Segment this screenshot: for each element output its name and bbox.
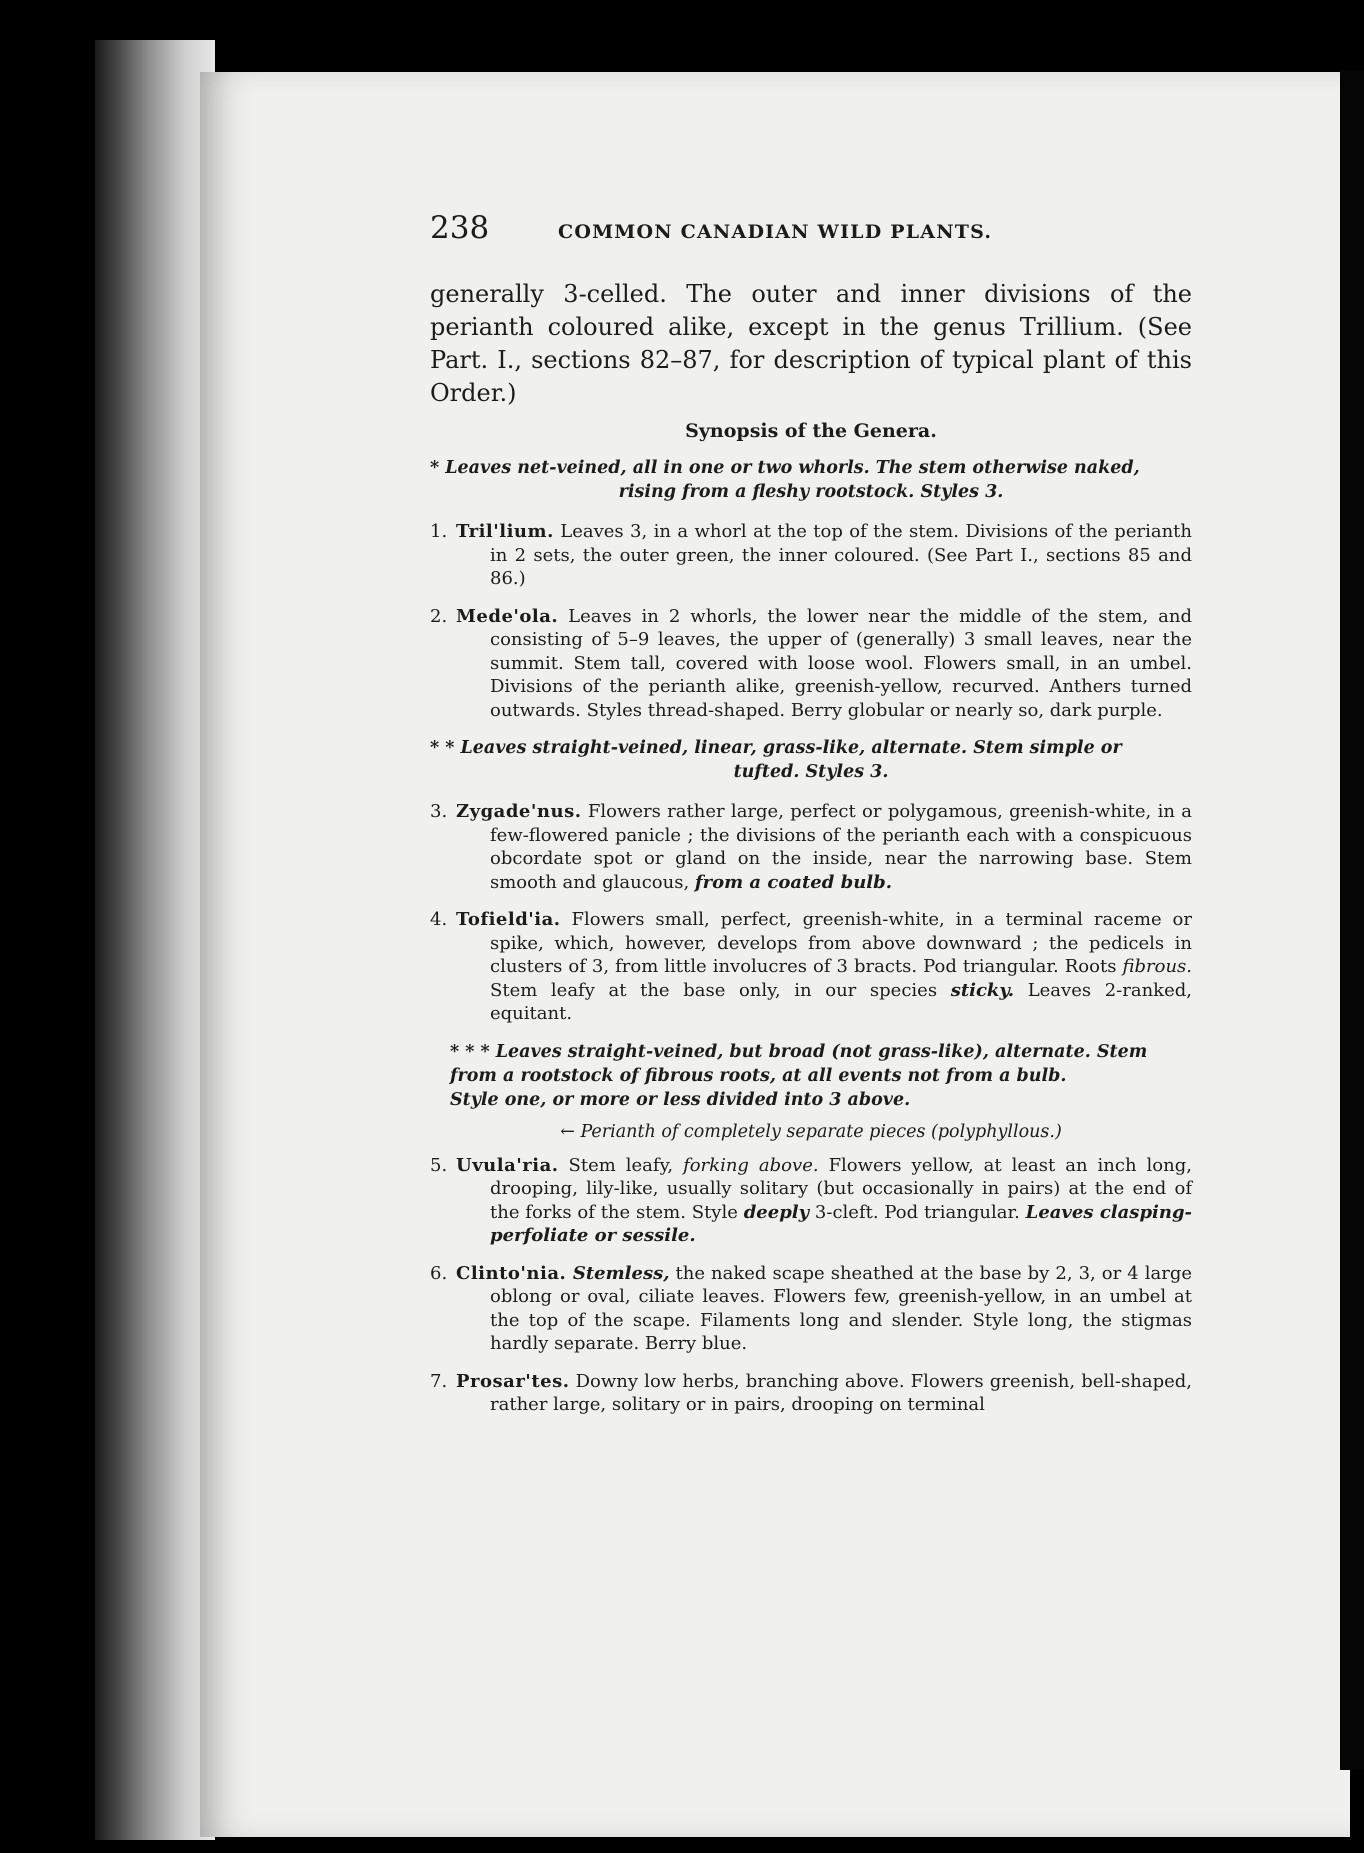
genus-description: the naked scape sheathed at the base by 2, 3, or 4 large oblong or oval, ciliate leaves. Flowers few, greenish-yellow, in an umbel at the top of the scape. Filaments long and slender. Style long, the stigmas hardly separate. Berry blue. [490, 1262, 1192, 1354]
group-heading-3 [430, 1040, 1192, 1112]
group-2-line-1: * * Leaves straight-veined, linear, grass-like, alternate. Stem simple or [430, 738, 1122, 758]
entry-number: 4. [430, 909, 448, 930]
entry-number: 2. [430, 605, 448, 627]
genus-entry-6 [430, 1262, 1192, 1356]
genus-entry-3 [430, 800, 1192, 894]
genus-description: Flowers small, perfect, greenish-white, in a terminal raceme or spike, which, however, develops from above downward ; the pedicels in clusters of 3, from little involucres of 3 bracts. Pod triangular. Roots [490, 909, 1192, 977]
page-number: 238 [430, 210, 490, 246]
genus-name: Uvula'ria. [456, 1154, 559, 1176]
group-heading-1 [430, 456, 1192, 504]
genus-name: Tril'lium. [456, 521, 554, 542]
book-spine-shadow [95, 40, 215, 1840]
entry-number: 3. [430, 801, 448, 822]
genus-description: Leaves 3, in a whorl at the top of the stem. Divisions of the perianth in 2 sets, the outer green, the inner coloured. (See Part I., sections 85 and 86.) [490, 521, 1192, 589]
genus-entry-1 [430, 520, 1192, 591]
group-3-line-3: Style one, or more or less divided into 3 above. [450, 1089, 911, 1110]
genus-name: Clinto'nia. [456, 1262, 567, 1284]
genus-description-italic: Leaves clasping-perfoliate or sessile. [490, 1201, 1193, 1246]
group-1-line-2: rising from a fleshy rootstock. Styles 3. [618, 482, 1004, 502]
right-page-edge [1340, 70, 1364, 1770]
genus-description: Leaves 2-ranked, equitant. [490, 979, 1192, 1024]
entry-number: 6. [430, 1262, 448, 1284]
intro-paragraph: generally 3-celled. The outer and inner divisions of the perianth coloured alike, except in the genus Trillium. (See Part. I., sections 82–87, for description of typical plant of this Order.) [430, 280, 1192, 407]
group-heading-2 [430, 736, 1192, 784]
genus-name: Mede'ola. [456, 605, 559, 627]
group-3-line-1: * * * Leaves straight-veined, but broad (not grass-like), alternate. Stem [450, 1041, 1148, 1062]
page-header [430, 210, 1192, 260]
running-head: COMMON CANADIAN WILD PLANTS. [558, 221, 993, 243]
genus-name: Zygade'nus. [456, 801, 582, 822]
group-3-line-2: from a rootstock of fibrous roots, at all events not from a bulb. [450, 1065, 1067, 1086]
entry-number: 1. [430, 521, 448, 542]
genus-description: Downy low herbs, branching above. Flowers greenish, bell-shaped, rather large, solitary or in pairs, drooping on terminal [490, 1370, 1192, 1415]
genus-description-italic: Stemless, [566, 1262, 670, 1284]
genus-name: Tofield'ia. [456, 909, 561, 930]
genus-description-italic: sticky. [950, 979, 1015, 1001]
genus-entry-4 [430, 908, 1192, 1026]
genus-description: 3-cleft. Pod triangular. [809, 1201, 1026, 1223]
synopsis-title: Synopsis of the Genera. [685, 420, 937, 442]
genus-description: Leaves in 2 whorls, the lower near the middle of the stem, and consisting of 5–9 leaves, the upper of (generally) 3 small leaves, near the summit. Stem tall, covered with loose wool. Flowers small, in an umbel. Divisions of the perianth alike, greenish-yellow, recurved. Anthers turned outwards. Styles thread-shaped. Berry globular or nearly so, dark purple. [490, 605, 1192, 721]
genus-description-italic: forking above. [683, 1154, 819, 1176]
genus-entry-7 [430, 1370, 1192, 1417]
genus-description: Stem leafy, [558, 1154, 684, 1176]
group-2-line-2: tufted. Styles 3. [733, 762, 889, 782]
page-content [430, 210, 1192, 1431]
genus-entry-5 [430, 1154, 1192, 1248]
genus-description: Flowers rather large, perfect or polygamous, greenish-white, in a few-flowered panicle ; the divisions of the perianth each with a conspicuous obcordate spot or gland on the inside, near the narrowing base. Stem smooth and glaucous, [490, 801, 1192, 893]
group-1-line-1: * Leaves net-veined, all in one or two whorls. The stem otherwise naked, [430, 458, 1140, 478]
genus-entry-2 [430, 605, 1192, 723]
genus-description-italic: deeply [743, 1201, 810, 1223]
genus-description-italic: from a coated bulb. [694, 871, 892, 893]
subgroup-heading: ← Perianth of completely separate pieces (polyphyllous.) [560, 1121, 1062, 1142]
entry-number: 7. [430, 1370, 448, 1392]
genus-description-italic: fibrous. [1122, 956, 1192, 977]
genus-name: Prosar'tes. [456, 1370, 570, 1392]
entry-number: 5. [430, 1154, 448, 1176]
genus-description: Stem leafy at the base only, in our species [490, 979, 951, 1001]
genus-description: Flowers yellow, at least an inch long, drooping, lily-like, usually solitary (but occasionally in pairs) at the end of the forks of the stem. Style [490, 1154, 1192, 1223]
